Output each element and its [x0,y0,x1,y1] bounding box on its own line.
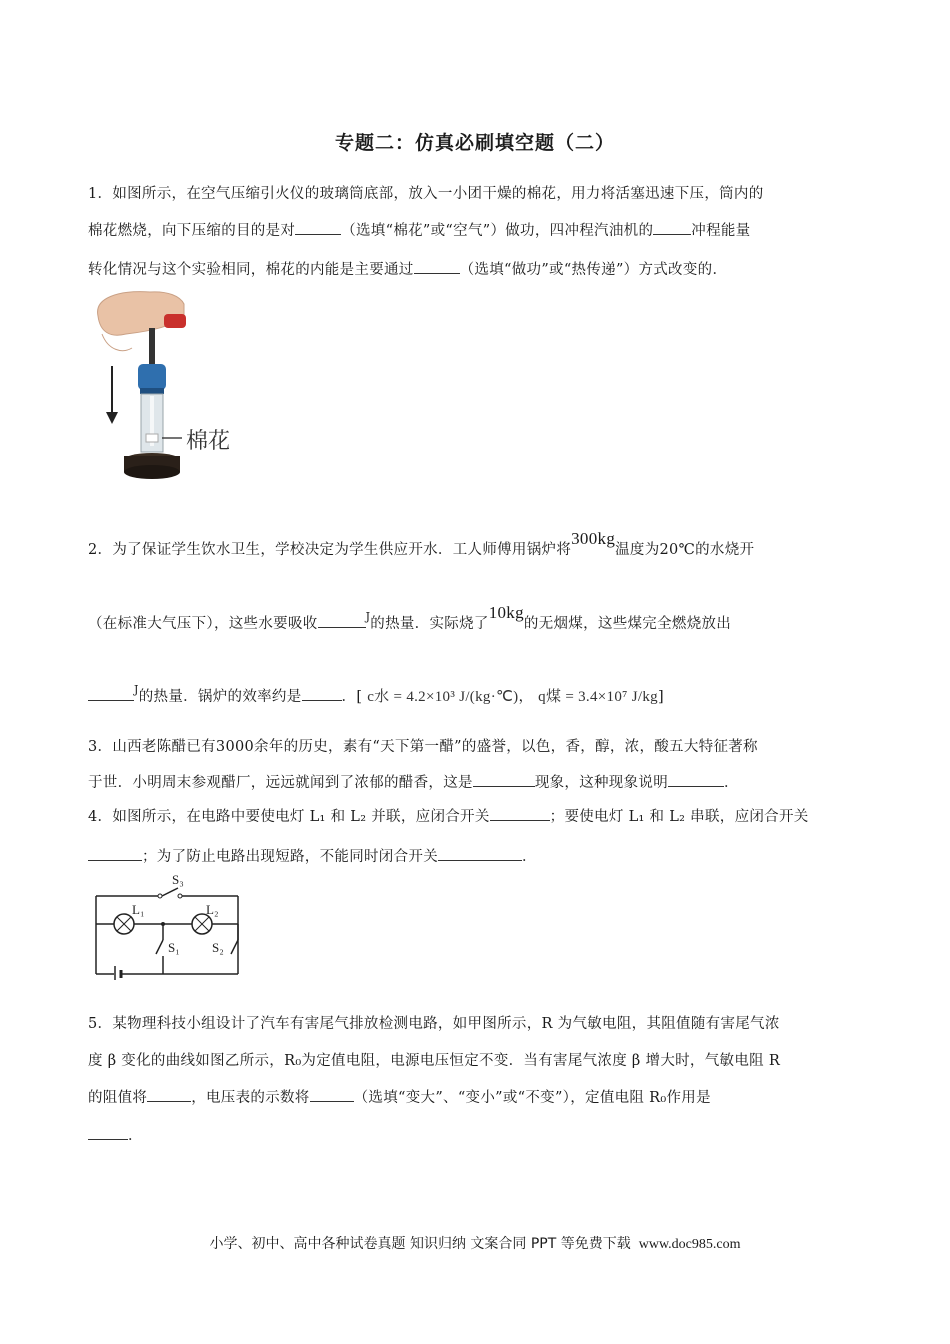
q2-line-3: $^J$的热量．锅炉的效率约是 ．[ c水 = 4.2×10³ J/(kg·℃)， q煤 = 3.4×10⁷ J/kg] [88,685,664,706]
q1-line-2: 棉花燃烧，向下压缩的目的是对 （选填“棉花”或“空气”）做功，四冲程汽油机的 冲程能量 [88,219,750,240]
q2-blank-3[interactable] [302,686,342,701]
q2-blank-1[interactable] [318,613,366,628]
q5-blank-2[interactable] [310,1087,354,1102]
q4-blank-2[interactable] [88,846,142,861]
q2-blank-2[interactable] [88,686,134,701]
q4-line-2: ；为了防止电路出现短路，不能同时闭合开关 ． [88,845,537,866]
circuit-diagram [88,868,243,980]
q4-blank-3[interactable] [438,846,522,861]
l2-label: L₂ [206,902,219,917]
q1-blank-1[interactable] [295,220,341,235]
page-title: 专题二：仿真必刷填空题（二） [334,132,615,154]
q5-blank-1[interactable] [147,1087,191,1102]
heat-value-formula: q煤 = 3.4×10⁷ J/kg [538,689,658,705]
s2-label: S₂ [212,940,224,955]
fire-syringe-figure [88,288,258,483]
specific-heat-formula: c水 = 4.2×10³ J/(kg·℃) [367,689,519,705]
q1-line-3: 转化情况与这个实验相同，棉花的内能是主要通过 （选填“做功”或“热传递”）方式改变的． [88,258,727,279]
q5-line-1: 5．某物理科技小组设计了汽车有害尾气排放检测电路，如甲图所示，R 为气敏电阻，其阻值随有害尾气浓 [88,1016,780,1032]
l1-label: L₁ [132,902,145,917]
q1-blank-3[interactable] [414,259,460,274]
q5-line-4: ． [88,1124,143,1145]
q1-blank-2[interactable] [653,220,691,235]
q5-line-2: 度 β 变化的曲线如图乙所示，R₀为定值电阻，电源电压恒定不变．当有害尾气浓度 β 增大时，气敏电阻 R [88,1053,781,1069]
q5-blank-3[interactable] [88,1125,128,1140]
q3-blank-2[interactable] [668,772,724,787]
footer [0,1233,950,1253]
footer-url[interactable]: www.doc985.com [638,1237,741,1252]
q2-line-1: 2．为了保证学生饮水卫生，学校决定为学生供应开水．工人师傅用锅炉将300kg温度为20℃的水烧开 [88,529,755,558]
q3-line-2: 于世．小明周末参观醋厂，远远就闻到了浓郁的醋香，这是 现象，这种现象说明 ． [88,771,739,792]
s1-label: S₁ [168,940,180,955]
q4-blank-1[interactable] [490,806,550,821]
q3-blank-1[interactable] [473,772,535,787]
s3-label: S₃ [172,872,184,887]
q1-line-1: 1．如图所示，在空气压缩引火仪的玻璃筒底部，放入一小团干燥的棉花，用力将活塞迅速下压，筒内的 [88,186,764,202]
footer-text: 小学、初中、高中各种试卷真题 知识归纳 文案合同 PPT 等免费下载 [209,1236,631,1252]
cotton-label: 棉花 [186,429,231,454]
q3-line-1: 3．山西老陈醋已有3000余年的历史，素有“天下第一醋”的盛誉，以色，香，醇，浓，酸五大特征著称 [88,739,758,755]
q5-line-3: 的阻值将 ，电压表的示数将 （选填“变大”、“变小”或“不变”），定值电阻 R₀作用是 [88,1086,711,1107]
q4-line-1: 4．如图所示，在电路中要使电灯 L₁ 和 L₂ 并联，应闭合开关 ；要使电灯 L₁ 和 L₂ 串联，应闭合开关 [88,805,809,826]
q2-line-2: （在标准大气压下），这些水要吸收 $^J$的热量．实际烧了10kg的无烟煤，这些煤完全燃烧放出 [88,603,732,632]
